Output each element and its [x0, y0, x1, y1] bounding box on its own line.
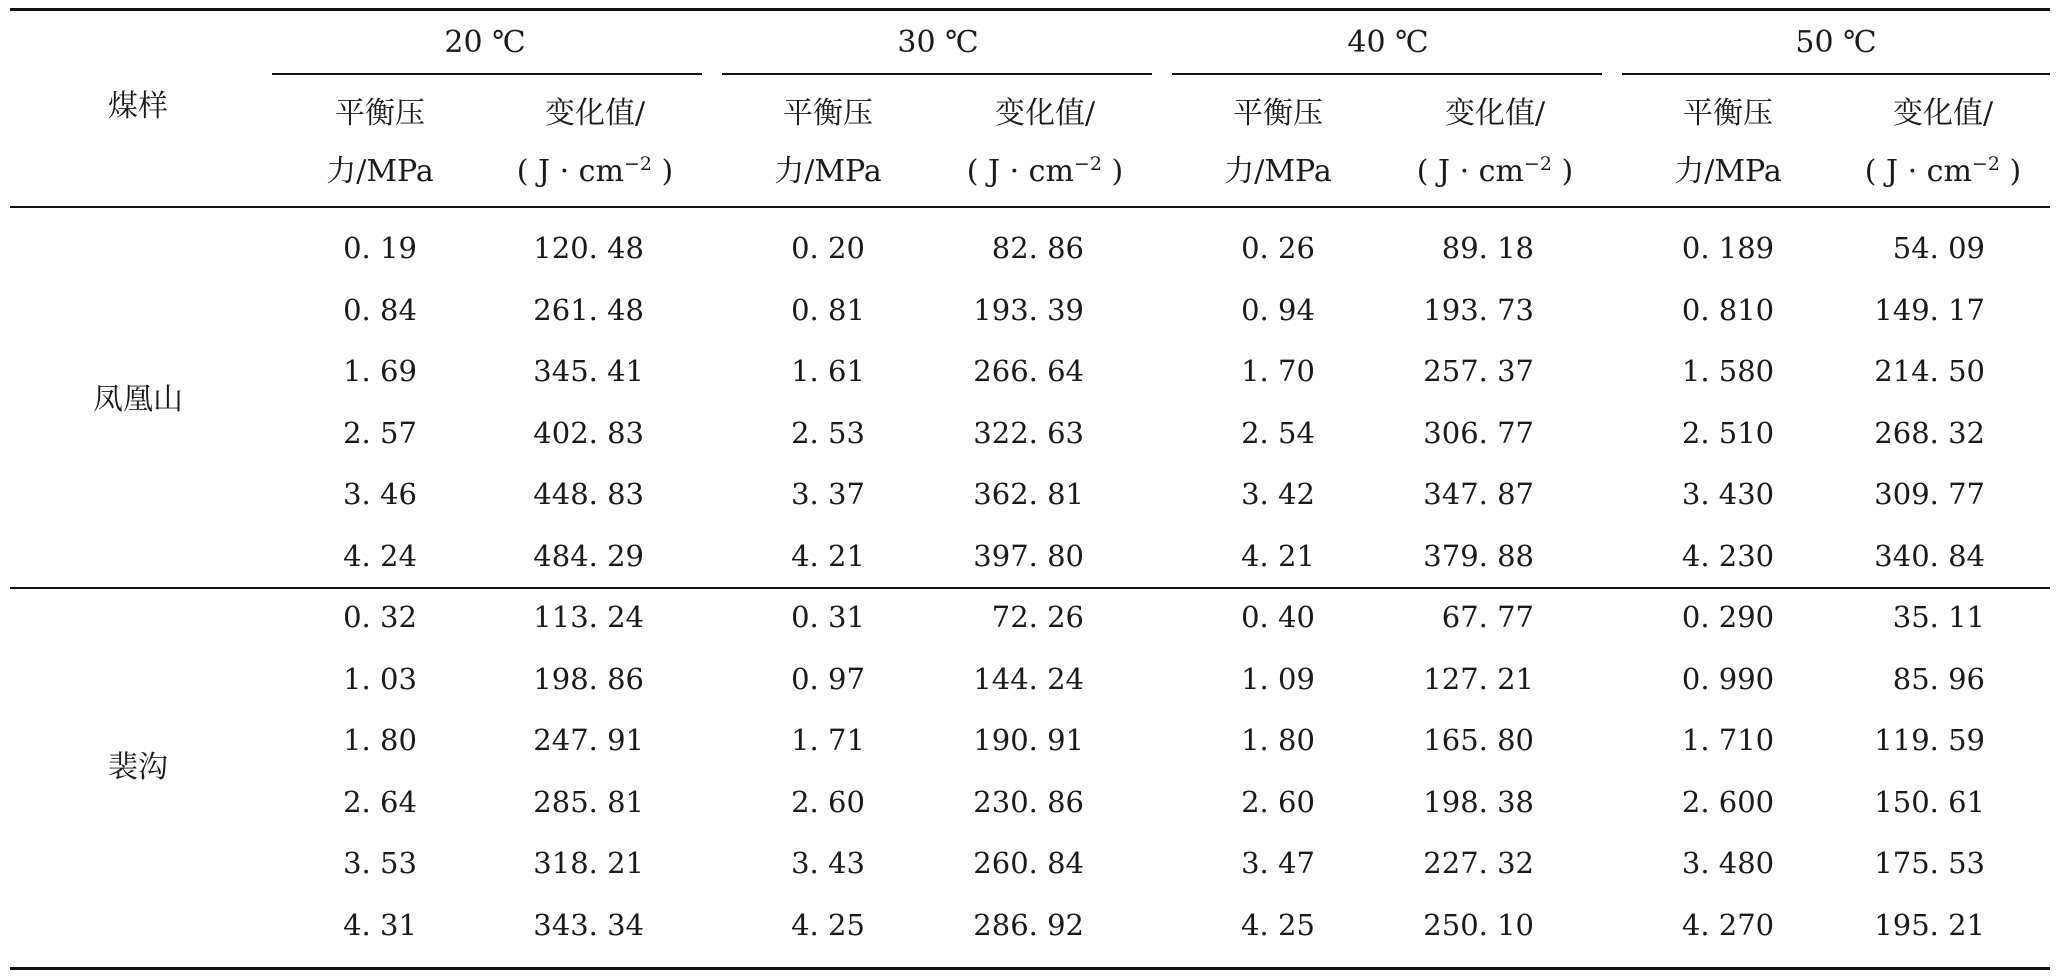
pressure-cell: 0. 97	[791, 661, 865, 696]
change-value-cell: 261. 48	[533, 292, 644, 327]
change-value-cell: 165. 80	[1423, 723, 1534, 757]
pressure-cell: 2. 53	[791, 415, 865, 450]
change-value-cell: 144. 24	[973, 661, 1084, 696]
change-value-cell: 340. 84	[1874, 538, 1985, 573]
unit-exponent: −2	[1073, 153, 1102, 175]
change-value-cell: 54. 09	[1892, 231, 1985, 265]
unit-close: )	[1101, 154, 1124, 189]
change-header-line1: 变化值/	[1892, 96, 1994, 131]
change-value-cell: 318. 21	[533, 846, 644, 880]
change-value-cell: 260. 84	[973, 846, 1084, 880]
temperature-underline	[1622, 73, 2050, 75]
pressure-cell: 0. 19	[343, 231, 417, 265]
pressure-cell: 4. 24	[343, 538, 417, 573]
temperature-underline	[272, 73, 702, 75]
temperature-header: 30 ℃	[897, 25, 979, 60]
pressure-cell: 0. 20	[791, 231, 865, 265]
change-value-cell: 89. 18	[1441, 231, 1534, 265]
unit-close: )	[1551, 154, 1574, 189]
change-value-cell: 484. 29	[533, 538, 644, 573]
sample-header: 煤样	[108, 89, 168, 124]
pressure-cell: 0. 32	[343, 600, 417, 634]
unit-exponent: −2	[1523, 153, 1552, 175]
pressure-header-line2: 力/MPa	[1674, 154, 1782, 189]
change-value-cell: 347. 87	[1423, 477, 1534, 511]
pressure-cell: 3. 480	[1681, 846, 1775, 880]
pressure-cell: 0. 40	[1241, 600, 1315, 634]
pressure-cell: 0. 94	[1241, 292, 1315, 327]
change-value-cell: 120. 48	[533, 231, 644, 265]
header-bottom-rule	[10, 206, 2050, 208]
pressure-cell: 4. 21	[1241, 538, 1315, 573]
unit-text: ( J · cm	[516, 154, 624, 189]
pressure-cell: 3. 37	[791, 477, 865, 511]
change-value-cell: 309. 77	[1874, 477, 1985, 511]
pressure-cell: 4. 31	[343, 907, 417, 942]
change-header-line2	[1416, 153, 1574, 189]
change-header-line1: 变化值/	[1444, 96, 1546, 131]
change-value-cell: 266. 64	[973, 354, 1084, 388]
pressure-cell: 3. 47	[1241, 846, 1315, 880]
top-rule	[10, 8, 2050, 11]
pressure-header-line2: 力/MPa	[326, 154, 434, 189]
change-header-line2	[966, 153, 1124, 189]
change-value-cell: 193. 73	[1423, 292, 1534, 327]
pressure-cell: 0. 990	[1681, 661, 1775, 696]
temperature-underline	[722, 73, 1152, 75]
change-value-cell: 268. 32	[1874, 415, 1985, 450]
temperature-header: 50 ℃	[1795, 25, 1877, 60]
pressure-cell: 1. 61	[791, 354, 865, 388]
change-value-cell: 322. 63	[973, 415, 1084, 450]
pressure-cell: 2. 600	[1681, 784, 1775, 819]
pressure-cell: 1. 71	[791, 723, 865, 757]
coal-sample-name: 凤凰山	[93, 382, 183, 417]
change-value-cell: 119. 59	[1874, 723, 1985, 757]
temperature-header: 20 ℃	[444, 25, 526, 60]
unit-exponent: −2	[1971, 153, 2000, 175]
change-value-cell: 67. 77	[1441, 600, 1534, 634]
pressure-cell: 3. 46	[343, 477, 417, 511]
change-value-cell: 72. 26	[991, 600, 1084, 634]
change-value-cell: 397. 80	[973, 538, 1084, 573]
temperature-header: 40 ℃	[1347, 25, 1429, 60]
change-header-line1: 变化值/	[544, 96, 646, 131]
pressure-cell: 1. 69	[343, 354, 417, 388]
pressure-cell: 0. 81	[791, 292, 865, 327]
pressure-cell: 2. 64	[343, 784, 417, 819]
change-header-line2	[1864, 153, 2022, 189]
unit-text: ( J · cm	[966, 154, 1074, 189]
pressure-cell: 4. 25	[791, 907, 865, 942]
pressure-cell: 3. 53	[343, 846, 417, 880]
change-value-cell: 306. 77	[1423, 415, 1534, 450]
pressure-cell: 3. 43	[791, 846, 865, 880]
change-value-cell: 214. 50	[1874, 354, 1985, 388]
pressure-cell: 0. 84	[343, 292, 417, 327]
pressure-cell: 2. 60	[791, 784, 865, 819]
pressure-cell: 3. 430	[1681, 477, 1775, 511]
pressure-cell: 1. 80	[343, 723, 417, 757]
bottom-rule	[10, 967, 2050, 970]
pressure-cell: 3. 42	[1241, 477, 1315, 511]
change-value-cell: 198. 38	[1423, 784, 1534, 819]
pressure-cell: 1. 09	[1241, 661, 1315, 696]
change-value-cell: 85. 96	[1892, 661, 1985, 696]
change-value-cell: 175. 53	[1874, 846, 1985, 880]
pressure-header-line1: 平衡压	[1233, 96, 1323, 131]
pressure-cell: 4. 21	[791, 538, 865, 573]
change-value-cell: 343. 34	[533, 907, 644, 942]
change-value-cell: 286. 92	[973, 907, 1084, 942]
change-value-cell: 195. 21	[1874, 907, 1985, 942]
unit-close: )	[1999, 154, 2022, 189]
pressure-cell: 2. 510	[1681, 415, 1775, 450]
change-value-cell: 193. 39	[973, 292, 1084, 327]
change-value-cell: 402. 83	[533, 415, 644, 450]
change-value-cell: 127. 21	[1423, 661, 1534, 696]
group-divider-rule	[10, 587, 2050, 589]
change-value-cell: 362. 81	[973, 477, 1084, 511]
pressure-cell: 0. 31	[791, 600, 865, 634]
pressure-cell: 0. 810	[1681, 292, 1775, 327]
pressure-cell: 1. 70	[1241, 354, 1315, 388]
pressure-cell: 1. 710	[1681, 723, 1775, 757]
pressure-header-line1: 平衡压	[783, 96, 873, 131]
change-value-cell: 250. 10	[1423, 907, 1534, 942]
pressure-cell: 1. 03	[343, 661, 417, 696]
change-header-line2	[516, 153, 674, 189]
pressure-cell: 2. 54	[1241, 415, 1315, 450]
change-value-cell: 227. 32	[1423, 846, 1534, 880]
change-value-cell: 285. 81	[533, 784, 644, 819]
pressure-cell: 4. 270	[1681, 907, 1775, 942]
pressure-cell: 0. 290	[1681, 600, 1775, 634]
pressure-cell: 4. 230	[1681, 538, 1775, 573]
change-value-cell: 230. 86	[973, 784, 1084, 819]
change-value-cell: 198. 86	[533, 661, 644, 696]
pressure-cell: 2. 60	[1241, 784, 1315, 819]
change-value-cell: 345. 41	[533, 354, 644, 388]
pressure-header-line1: 平衡压	[1683, 96, 1773, 131]
pressure-cell: 1. 580	[1681, 354, 1775, 388]
change-value-cell: 379. 88	[1423, 538, 1534, 573]
pressure-cell: 2. 57	[343, 415, 417, 450]
change-header-line1: 变化值/	[994, 96, 1096, 131]
data-table	[10, 0, 2050, 976]
change-value-cell: 150. 61	[1874, 784, 1985, 819]
change-value-cell: 257. 37	[1423, 354, 1534, 388]
temperature-underline	[1172, 73, 1602, 75]
pressure-cell: 4. 25	[1241, 907, 1315, 942]
change-value-cell: 35. 11	[1892, 600, 1985, 634]
pressure-cell: 1. 80	[1241, 723, 1315, 757]
pressure-cell: 0. 26	[1241, 231, 1315, 265]
change-value-cell: 448. 83	[533, 477, 644, 511]
change-value-cell: 149. 17	[1874, 292, 1985, 327]
unit-close: )	[651, 154, 674, 189]
unit-text: ( J · cm	[1416, 154, 1524, 189]
change-value-cell: 247. 91	[533, 723, 644, 757]
pressure-cell: 0. 189	[1681, 231, 1775, 265]
change-value-cell: 113. 24	[533, 600, 644, 634]
pressure-header-line2: 力/MPa	[1224, 154, 1332, 189]
pressure-header-line2: 力/MPa	[774, 154, 882, 189]
unit-text: ( J · cm	[1864, 154, 1972, 189]
change-value-cell: 82. 86	[991, 231, 1084, 265]
unit-exponent: −2	[623, 153, 652, 175]
pressure-header-line1: 平衡压	[335, 96, 425, 131]
change-value-cell: 190. 91	[973, 723, 1084, 757]
coal-sample-name: 裴沟	[108, 750, 168, 785]
